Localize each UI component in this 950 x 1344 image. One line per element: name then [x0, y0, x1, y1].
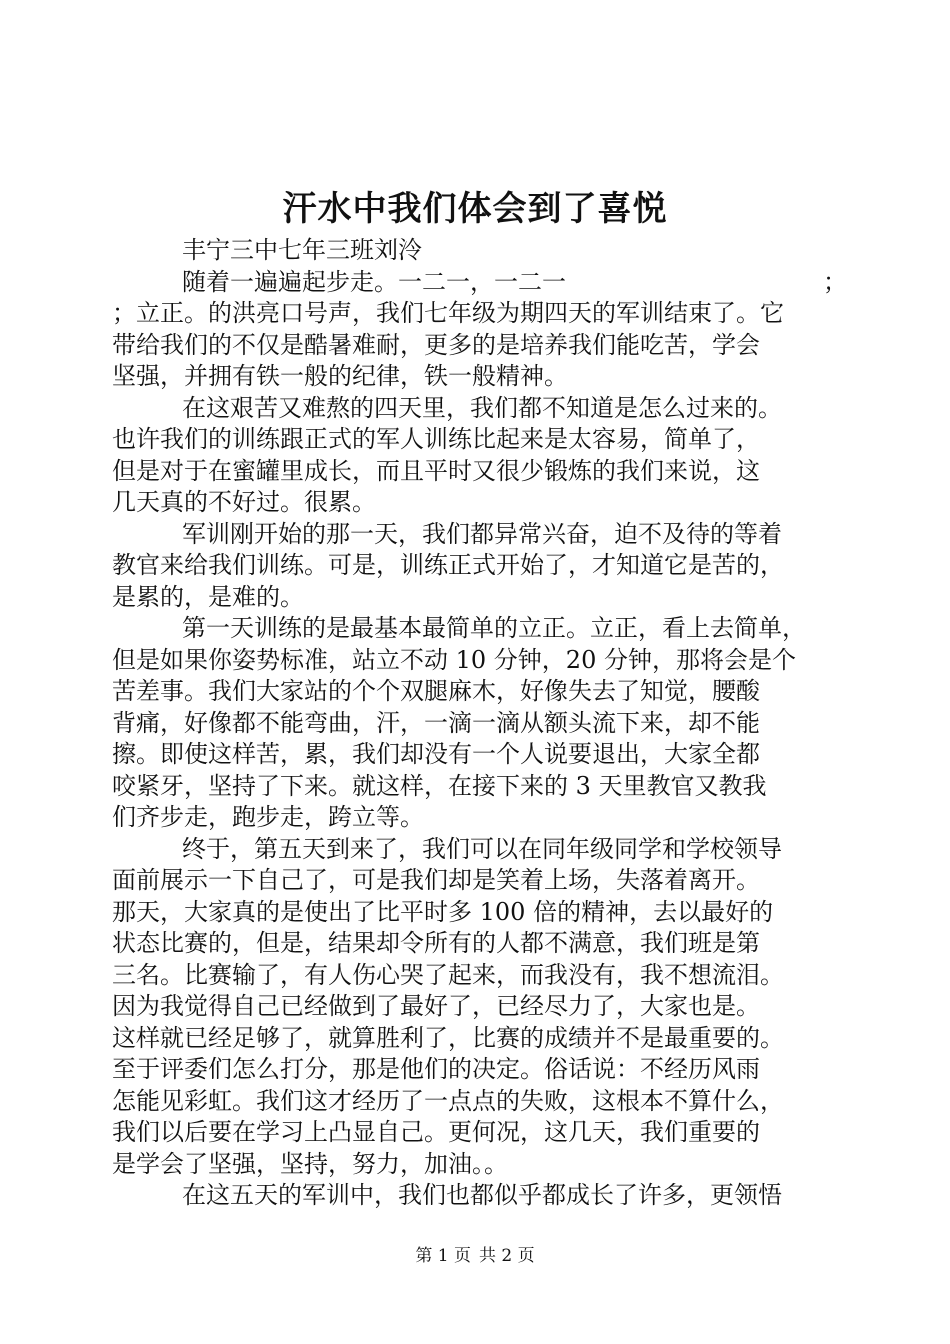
paragraph-start-line: 终于，第五天到来了，我们可以在同年级同学和学校领导 [182, 834, 782, 863]
text-line: 坚强，并拥有铁一般的纪律，铁一般精神。 [112, 362, 568, 390]
text-line: 带给我们的不仅是酷暑难耐，更多的是培养我们能吃苦，学会 [112, 330, 760, 359]
page-number: 第 1 页 [415, 1246, 471, 1266]
text-line: 是累的，是难的。 [112, 582, 304, 611]
author-line: 丰宁三中七年三班刘泠 [182, 236, 422, 264]
text-line: 也许我们的训练跟正式的军人训练比起来是太容易，简单了， [112, 425, 760, 453]
text-line: 几天真的不好过。很累。 [112, 488, 376, 516]
text-line: 状态比赛的，但是，结果却令所有的人都不满意，我们班是第 [112, 929, 760, 957]
text-line: 擦。即使这样苦，累，我们却没有一个人说要退出，大家全都 [112, 740, 760, 768]
text-line: 那天，大家真的是使出了比平时多 100 倍的精神，去以最好的 [112, 897, 774, 926]
document-body [112, 235, 847, 1212]
text-line: 至于评委们怎么打分，那是他们的决定。俗话说：不经历风雨 [112, 1055, 760, 1083]
text-line: 三名。比赛输了，有人伤心哭了起来，而我没有，我不想流泪。 [112, 960, 784, 989]
text-line: 因为我觉得自己已经做到了最好了，已经尽力了，大家也是。 [112, 992, 760, 1020]
paragraph-start-line: 在这五天的军训中，我们也都似乎都成长了许多，更领悟 [182, 1181, 782, 1209]
paragraph-start-line: 军训刚开始的那一天，我们都异常兴奋，迫不及待的等着 [182, 519, 782, 548]
text-line: 但是对于在蜜罐里成长，而且平时又很少锻炼的我们来说，这 [112, 456, 760, 485]
text-line: 咬紧牙，坚持了下来。就这样，在接下来的 3 天里教官又教我 [112, 771, 767, 800]
document-title: 汗水中我们体会到了喜悦 [282, 189, 668, 229]
paragraph-start-line: 第一天训练的是最基本最简单的立正。立正，看上去简单， [182, 614, 806, 642]
opening-line-punctuation: ； [823, 267, 847, 296]
text-line: 但是如果你姿势标准，站立不动 10 分钟，20 分钟，那将会是个 [112, 645, 796, 674]
text-line: 怎能见彩虹。我们这才经历了一点点的失败，这根本不算什么， [112, 1086, 784, 1115]
text-line: 面前展示一下自己了，可是我们却是笑着上场，失落着离开。 [112, 866, 760, 894]
text-line: 苦差事。我们大家站的个个双腿麻木，好像失去了知觉，腰酸 [112, 677, 760, 705]
text-line: 是学会了坚强，坚持，努力，加油。。 [112, 1149, 508, 1178]
text-line: 背痛，好像都不能弯曲，汗，一滴一滴从额头流下来，却不能 [112, 708, 760, 737]
text-line: 教官来给我们训练。可是，训练正式开始了，才知道它是苦的， [112, 551, 784, 579]
opening-line [112, 267, 847, 299]
paragraph-start-line: 在这艰苦又难熬的四天里，我们都不知道是怎么过来的。 [182, 393, 782, 422]
page-total: 共 2 页 [479, 1246, 535, 1266]
page-footer [0, 1245, 950, 1267]
text-line: 们齐步走，跑步走，跨立等。 [112, 803, 424, 831]
text-line: 这样就已经足够了，就算胜利了，比赛的成绩并不是最重要的。 [112, 1023, 784, 1052]
text-line: 我们以后要在学习上凸显自己。更何况，这几天，我们重要的 [112, 1118, 760, 1146]
opening-line-text: 随着一遍遍起步走。一二一，一二一 [182, 267, 566, 296]
text-line: ；立正。的洪亮口号声，我们七年级为期四天的军训结束了。它 [112, 299, 784, 327]
